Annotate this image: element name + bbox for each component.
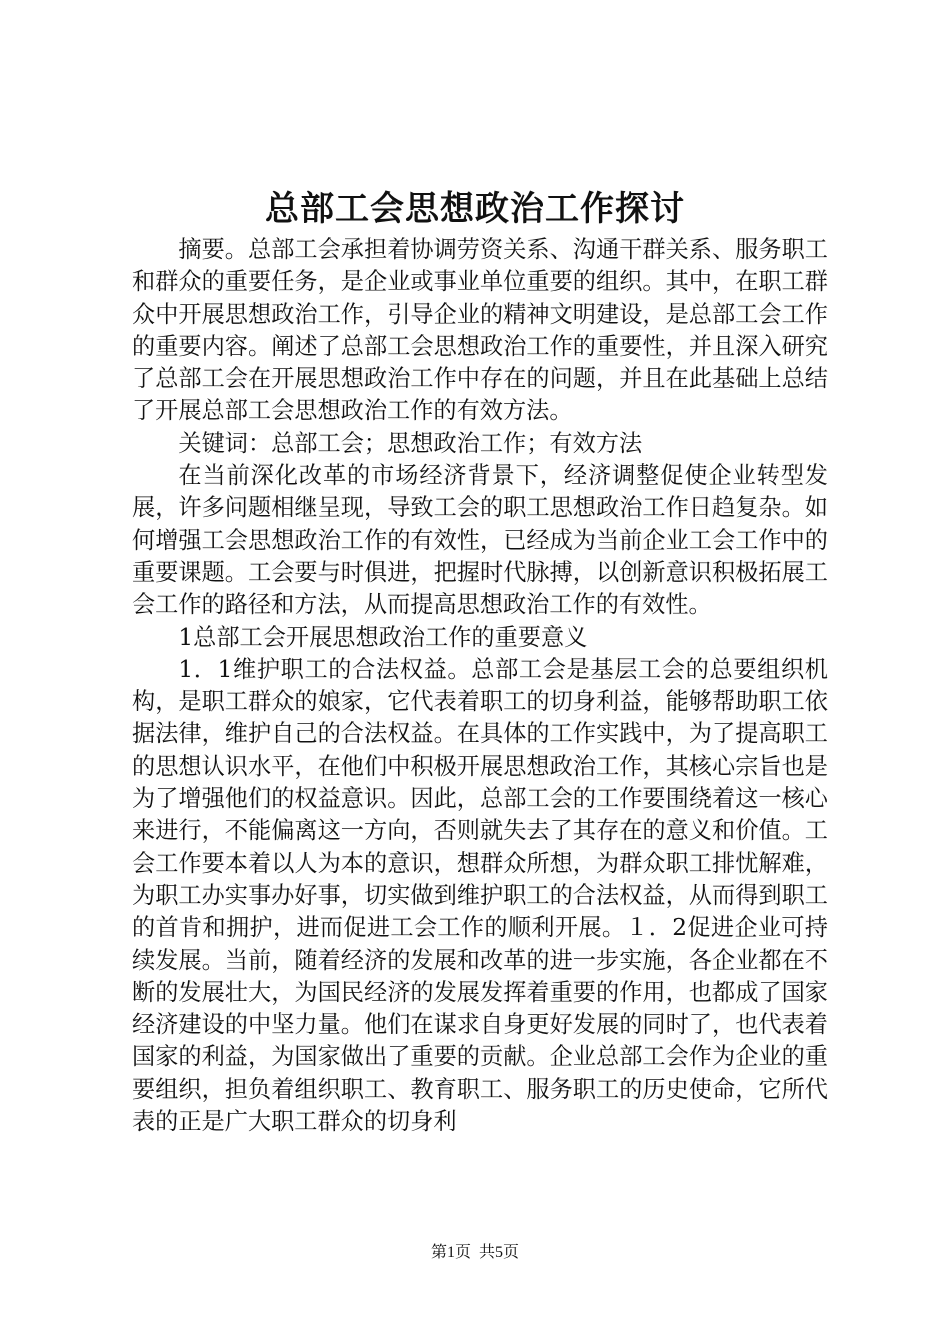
abstract-paragraph: 摘要。总部工会承担着协调劳资关系、沟通干群关系、服务职工和群众的重要任务，是企业或事业单位重要的组织。其中，在职工群众中开展思想政治工作，引导企业的精神文明建设，是总部工会工作的重要内容。阐述了总部工会思想政治工作的重要性，并且深入研究了总部工会在开展思想政治工作中存在的问题，并且在此基础上总结了开展总部工会思想政治工作的有效方法。	[132, 236, 828, 425]
intro-paragraph: 在当前深化改革的市场经济背景下，经济调整促使企业转型发展，许多问题相继呈现，导致工会的职工思想政治工作日趋复杂。如何增强工会思想政治工作的有效性，已经成为当前企业工会工作中的重要课题。工会要与时俱进，把握时代脉搏，以创新意识积极拓展工会工作的路径和方法，从而提高思想政治工作的有效性。	[132, 462, 828, 619]
page-footer	[0, 1243, 950, 1263]
keywords-paragraph: 关键词：总部工会；思想政治工作；有效方法	[178, 429, 643, 457]
document-body	[132, 234, 828, 1138]
section-heading: 1总部工会开展思想政治工作的重要意义	[178, 623, 588, 651]
section-body-paragraph: 1．1维护职工的合法权益。总部工会是基层工会的总要组织机构，是职工群众的娘家，它代表着职工的切身利益，能够帮助职工依据法律，维护自己的合法权益。在具体的工作实践中，为了提高职工的思想认识水平，在他们中积极开展思想政治工作，其核心宗旨也是为了增强他们的权益意识。因此，总部工会的工作要围绕着这一核心来进行，不能偏离这一方向，否则就失去了其存在的意义和价值。工会工作要本着以人为本的意识，想群众所想，为群众职工排忧解难，为职工办实事办好事，切实做到维护职工的合法权益，从而得到职工的首肯和拥护，进而促进工会工作的顺利开展。１．2促进企业可持续发展。当前，随着经济的发展和改革的进一步实施，各企业都在不断的发展壮大，为国民经济的发展发挥着重要的作用，也都成了国家经济建设的中坚力量。他们在谋求自身更好发展的同时了，也代表着国家的利益，为国家做出了重要的贡献。企业总部工会作为企业的重要组织，担负着组织职工、教育职工、服务职工的历史使命，它所代表的正是广大职工群众的切身利	[132, 655, 828, 1136]
document-title: 总部工会思想政治工作探讨	[265, 189, 685, 229]
page-number: 第1页 共5页	[430, 1244, 519, 1261]
